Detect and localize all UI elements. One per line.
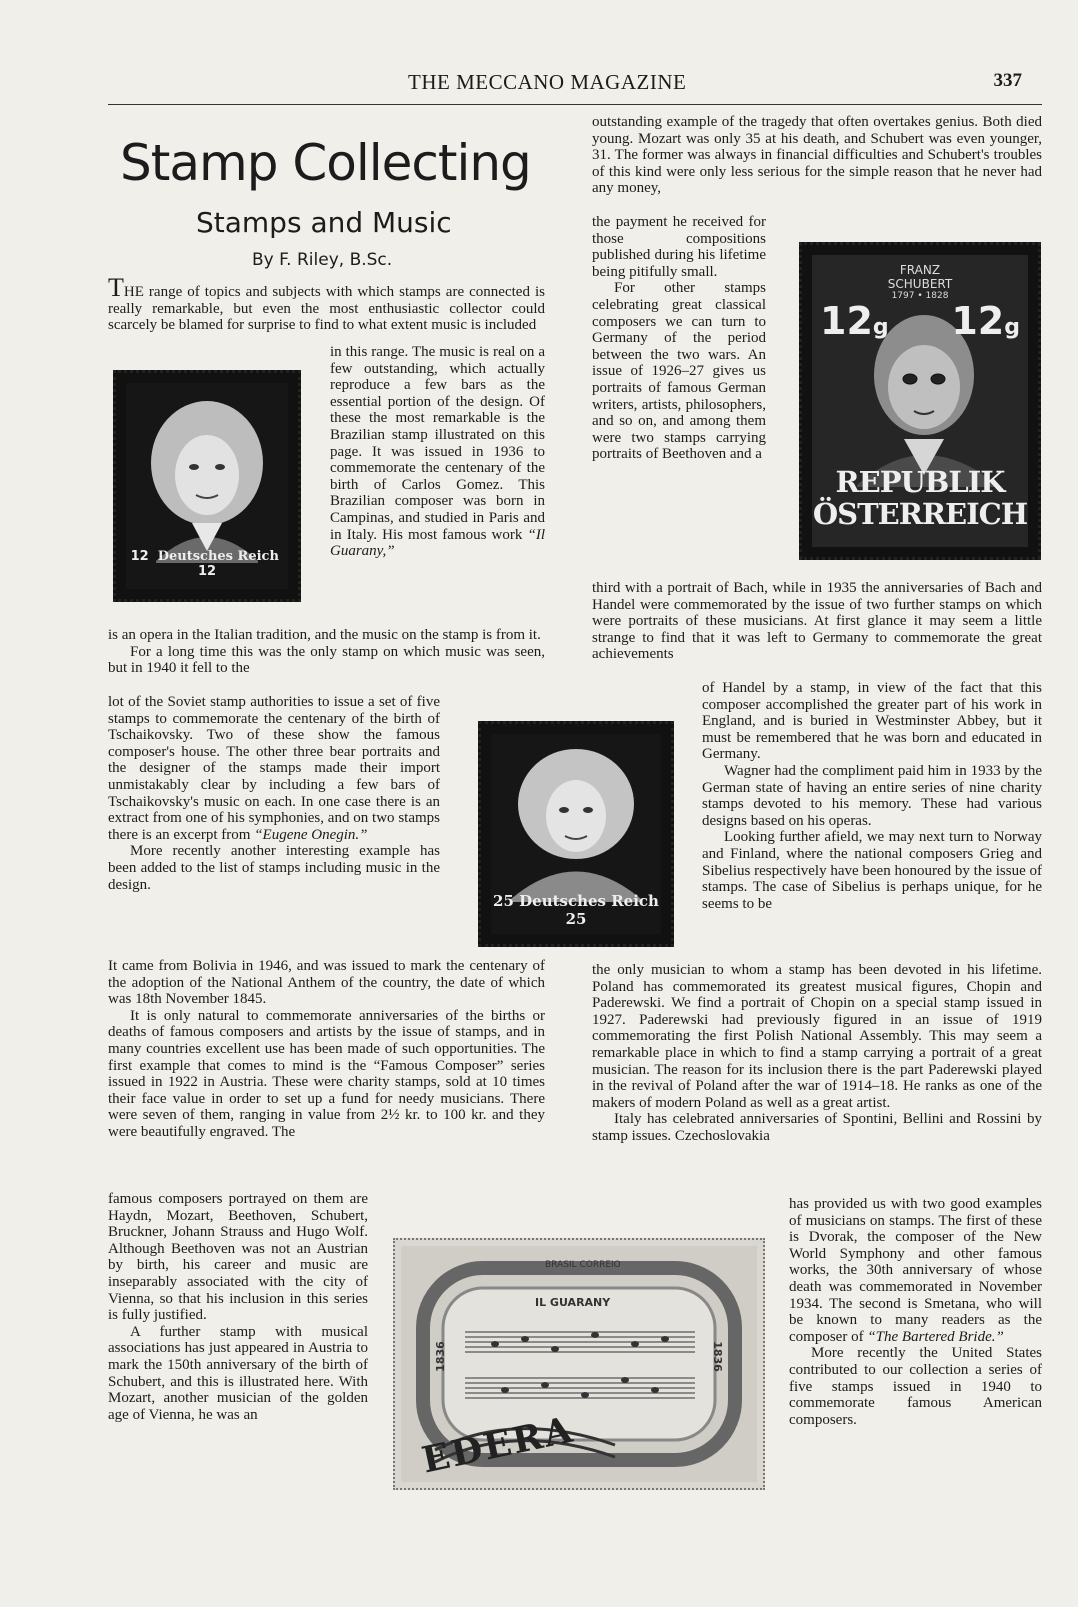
col1-text-2b: lot of the Soviet stamp authorities to issue a set of five stamps to commemorate the centenary of the birth of Tschaikovsky. Two of these show the famous composer's house. The other three bear portraits and the designer of the stamps made their import unmistakably clear by including a few bars of Tschaikovsky's music on each. In one case there is an extract from one of his symphonies, and on two stamps there is an excerpt from <box>108 694 440 843</box>
col1-para4-wrap <box>108 1191 368 1423</box>
magazine-title: THE MECCANO MAGAZINE <box>408 70 687 94</box>
brazil-stamp-year-right: 1836 <box>711 1341 725 1372</box>
col1-para1-intro <box>108 273 545 334</box>
col2-text-4a: Looking further afield, we may next turn to Norway and Finland, where the national composers Grieg and Sibelius respectively have been honoured by the issue of stamps. The case of Sibelius is perhaps unique, for he seems to be <box>702 829 1042 912</box>
schubert-stamp-country2: ÖSTERREICH <box>812 497 1028 531</box>
col2-text-1a: outstanding example of the tragedy that often overtakes genius. Both died young. Mozart was only 35 at his death, and Schubert was even younger, 31. The former was always in financial difficulties and Schubert's troubles of this kind were only less serious for the simple reason that he never had any money, <box>592 114 1042 197</box>
col1-work-eugene-onegin: “Eugene Onegin.” <box>254 826 368 843</box>
col1-text-4b: famous composers portrayed on them are Haydn, Mozart, Beethoven, Schubert, Bruckner, Johann Strauss and Hugo Wolf. Although Beethoven was not an Austrian by birth, his career and music are inseparably associated with the city of Vienna, so that his inclusion in this series is fully justified. <box>108 1191 368 1324</box>
col1-text-1a: HE range of topics and subjects with which stamps are connected is really remarkable, but even the most enthusiastic collector could scarcely be blamed for surprise to find to what extent music is included <box>108 284 545 334</box>
col1-para1-wrap <box>330 344 545 560</box>
col2-text-5b: has provided us with two good examples of musicians on stamps. The first of these is Dvorak, the composer of the New World Symphony and other famous works, the 30th anniversary of whose death was commemorated in November 1934. The second is Smetana, who will be known to many readers as the composer of <box>789 1196 1042 1345</box>
col1-text-5: A further stamp with musical associations has just appeared in Austria to mark the 150th anniversary of the birth of Schubert, and this is illustrated here. With Mozart, another musician of the golden age of Vienna, he was an <box>108 1323 368 1423</box>
article-subtitle: Stamps and Music <box>196 206 452 239</box>
col2-text-1b: the payment he received for those compositions published during his lifetime being pitifully small. <box>592 214 766 280</box>
brazil-stamp-work: IL GUARANY <box>535 1296 611 1309</box>
header-rule <box>108 104 1042 105</box>
bach-stamp-image <box>113 370 301 602</box>
col1-text-1c: is an opera in the Italian tradition, and the music on the stamp is from it. <box>108 627 541 643</box>
brazil-stamp-image <box>393 1238 765 1490</box>
handel-stamp-image <box>478 721 674 947</box>
article-title: Stamp Collecting <box>120 134 531 192</box>
col1-text-2a: For a long time this was the only stamp on which music was seen, but in 1940 it fell to the <box>108 643 545 677</box>
handel-stamp-value-left: 25 <box>493 892 514 910</box>
col2-text-2: For other stamps celebrating great classical composers we can turn to Germany of the period between the two wars. An issue of 1926–27 gives us portraits of famous German writers, artists, philosophers, and so on, and among them were two stamps carrying portraits of Beethoven and a <box>592 280 766 463</box>
col1-text-3b: It came from Bolivia in 1946, and was issued to mark the centenary of the adoption of the National Anthem of the country, the date of which was 18th November 1845. <box>108 958 545 1008</box>
brazil-stamp-year-left: 1836 <box>433 1341 447 1372</box>
handel-stamp-country: Deutsches Reich <box>519 892 659 910</box>
col2-para1 <box>592 114 1042 197</box>
schubert-stamp-name2: SCHUBERT <box>887 277 953 291</box>
col2-text-4b: the only musician to whom a stamp has been devoted in his lifetime. Poland has commemorated its greatest musical figures, Chopin and Paderewski. We find a portrait of Chopin on a special stamp issued in 1927. Paderewski had previously figured in an issue of 1919 commemorating the first Polish National Assembly. This may seem a remarkable place in which to find a stamp carrying a portrait of a great musician. The reason for its inclusion there is the part Paderewski played in the revival of Poland after the war of 1914–18. He ranks as one of the makers of modern Poland as well as a great artist. <box>592 962 1042 1111</box>
schubert-stamp-name1: FRANZ <box>899 263 941 277</box>
col2-para4-end <box>592 962 1042 1145</box>
schubert-stamp-value-left: 12g <box>820 299 889 343</box>
schubert-stamp-image <box>799 242 1041 560</box>
col2-text-6: More recently the United States contributed to our collection a series of five stamps issued in 1940 to commemorate famous American composers. <box>789 1345 1042 1428</box>
col2-text-5a: Italy has celebrated anniversaries of Spontini, Bellini and Rossini by stamp issues. Czechoslovakia <box>592 1111 1042 1144</box>
page-header <box>108 70 1042 108</box>
col2-text-3: Wagner had the compliment paid him in 1933 by the German state of having an entire series of nine charity stamps devoted to his memory. These had various designs based on his operas. <box>702 762 1042 829</box>
col2-para1-wrap <box>592 214 766 463</box>
col1-text-4: It is only natural to commemorate anniversaries of the births or deaths of famous composers and artists by the issue of stamps, and in many countries excellent use has been made of such opportunities. The first example that comes to mind is the “Famous Composer” series issued in 1922 in Austria. These were charity stamps, sold at 10 times their face value in order to set up a fund for needy musicians. There were seven of them, ranging in value from 2½ kr. to 100 kr. and they were beautifully engraved. The <box>108 1007 545 1140</box>
brazil-stamp-postmark: EDERA <box>418 1408 578 1482</box>
col1-para1-end <box>108 627 545 677</box>
drop-cap: T <box>108 273 124 302</box>
schubert-stamp-dates: 1797 • 1828 <box>891 291 949 301</box>
col2-work-bartered-bride: “The Bartered Bride.” <box>867 1328 1004 1345</box>
col2-text-2d: of Handel by a stamp, in view of the fact that this composer accomplished the greater part of his work in England, and is buried in Westminster Abbey, but it must be remembered that he was born and educated in Germany. <box>702 680 1042 763</box>
col1-work-il-guarany: “Il Guarany,” <box>330 526 545 560</box>
col1-text-1b: in this range. The music is real on a few outstanding, which actually reproduce a few bars as the essential portion of the design. Of these the most remarkable is the Brazilian stamp illustrated on this page. It was issued in 1936 to commemorate the centenary of the birth of Carlos Gomez. This Brazilian composer was born in Campinas, and studied in Paris and in Italy. His most famous work <box>330 344 545 543</box>
col1-text-3a: More recently another interesting example has been added to the list of stamps including music in the design. <box>108 843 440 893</box>
bach-stamp-value-right: 12 <box>197 564 217 579</box>
col2-para2-end <box>592 580 1042 663</box>
schubert-stamp-country1: REPUBLIK <box>835 465 1005 499</box>
schubert-stamp-value-right: 12g <box>951 299 1020 343</box>
page-number: 337 <box>993 70 1022 91</box>
article-byline: By F. Riley, B.Sc. <box>252 250 393 270</box>
col2-para5-wrap <box>789 1196 1042 1428</box>
brazil-stamp-country: BRASIL CORREIO <box>545 1260 621 1270</box>
col1-para3-end <box>108 958 545 1141</box>
handel-stamp-value-right: 25 <box>565 910 587 928</box>
col2-text-2c: third with a portrait of Bach, while in 1935 the anniversaries of Bach and Handel were commemorated by the issue of two further stamps on which were portraits of these musicians. At first glance it may seem a little strange to find that it was left to Germany to commemorate the great achievements <box>592 580 1042 663</box>
col2-para3-wrap <box>702 680 1042 912</box>
bach-stamp-value-left: 12 <box>130 549 149 564</box>
col1-para2-wrap <box>108 694 440 893</box>
bach-stamp-country: Deutsches Reich <box>157 549 279 564</box>
